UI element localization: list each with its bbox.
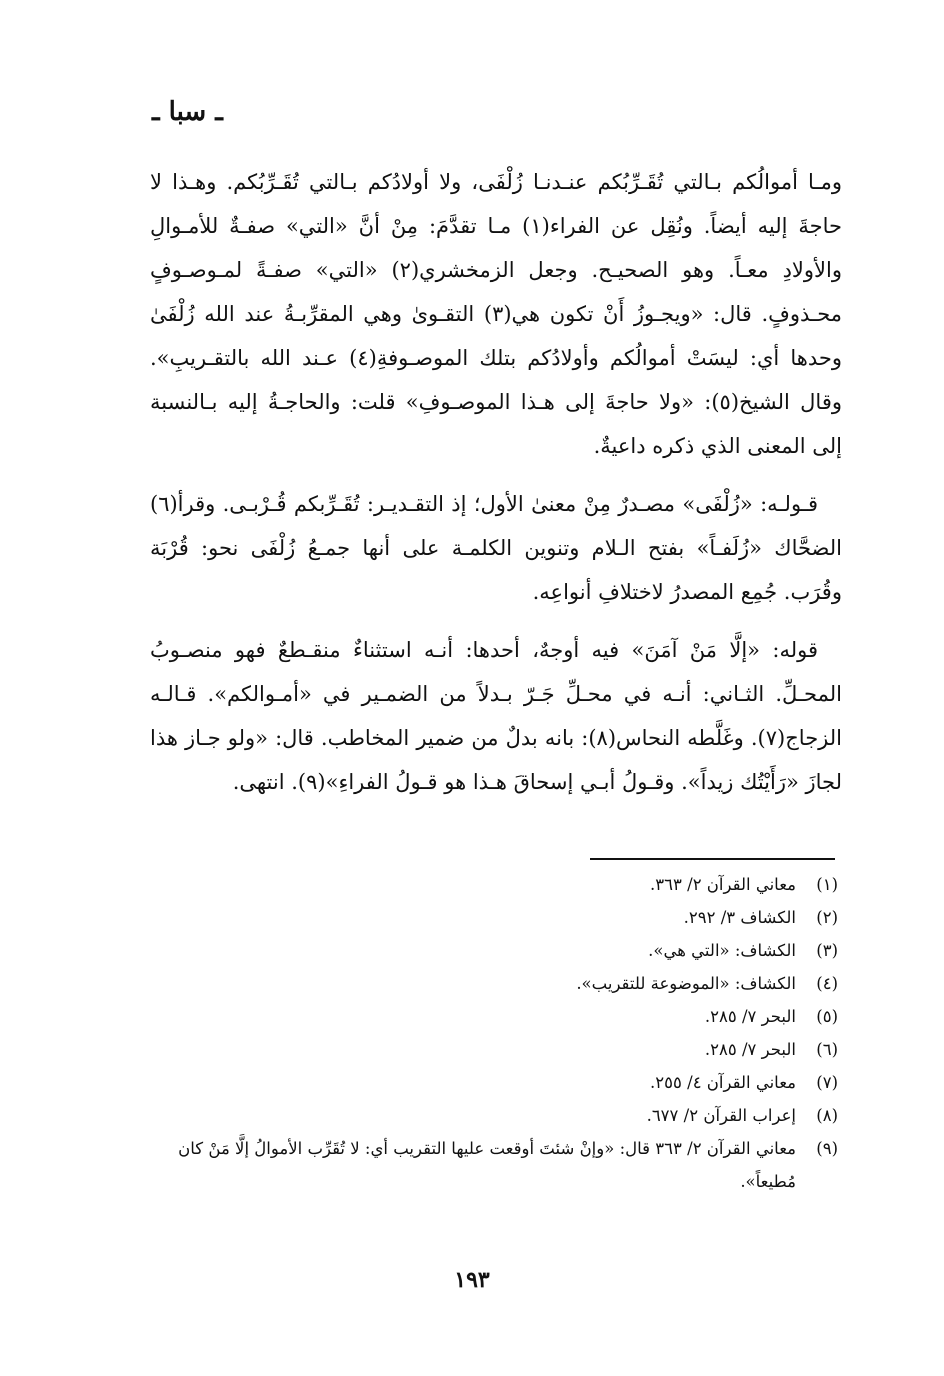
footnote [150, 1099, 842, 1132]
footnote-number: (٢) [816, 908, 838, 927]
footnote [150, 1000, 842, 1033]
footnote [150, 967, 842, 1000]
main-text [150, 160, 842, 818]
footnote [150, 1033, 842, 1066]
footnote-number: (١) [816, 875, 838, 894]
footnote [150, 1066, 842, 1099]
paragraph: قـولـه: «زُلْفَى» مصـدرٌ مِنْ معنىٰ الأول؛ إذ التقـديـر: تُقَـرِّبكم قُـرْبـى. وقرأ(٦) الضحَّاك «زُلَفـاً» بفتح الـلام وتنوين الكلمـة على أنها جمـعُ زُلْفَى نحو: قُرْبَة وقُرَب. جُمِع المصدرُ لاختلافِ أنواعِه. [150, 492, 842, 604]
footnote-separator [590, 858, 835, 860]
footnotes-list [150, 868, 842, 1198]
running-title: ـ سبا ـ [152, 97, 223, 127]
footnote-text: البحر ٧/ ٢٨٥. [704, 1007, 796, 1026]
footnote-number: (٦) [816, 1040, 838, 1059]
footnote-text: إعراب القرآن ٢/ ٦٧٧. [646, 1106, 796, 1125]
footnote [150, 901, 842, 934]
footnote [150, 934, 842, 967]
footnote-number: (٨) [816, 1106, 838, 1125]
footnote-text: الكشاف: «التي هي». [648, 941, 796, 960]
footnote-text: معاني القرآن ٢/ ٣٦٣. [650, 875, 796, 894]
footnote-number: (٤) [816, 974, 838, 993]
footnote-number: (٩) [816, 1139, 838, 1158]
footnote-text: البحر ٧/ ٢٨٥. [704, 1040, 796, 1059]
footnote-number: (٣) [816, 941, 838, 960]
page-number: ١٩٣ [454, 1267, 490, 1293]
footnote-text: معاني القرآن ٤/ ٢٥٥. [650, 1073, 796, 1092]
footnote-text: معاني القرآن ٢/ ٣٦٣ قال: «وإنْ شئتَ أوقعت عليها التقريب أي: لا تُقَرِّب الأموالُ إلَّا مَنْ كان مُطيعاً». [178, 1139, 796, 1191]
paragraph: ومـا أموالُكم بـالتي تُقَـرِّبُكم عنـدنـا زُلْفَى، ولا أولادُكم بـالتي تُقَـرِّبُكم. وهـذا لا حاجةَ إليه أيضاً. ونُقِل عن الفراء(١) مـا تقدَّمَ: مِنْ أنَّ «التي» صفـةٌ للأمـوالِ والأولادِ معـاً. وهو الصحيـح. وجعل الزمخشري(٢) «التي» صفـةً لمـوصـوفٍ محـذوفٍ. قال: «ويجـوزُ أَنْ تكون هي(٣) التقـوىٰ وهي المقرِّبـةُ عند الله زُلْفَىٰ وحدها أي: ليسَتْ أموالُكم وأولادُكم بتلك الموصـوفةِ(٤) عـند الله بالتقـريبِ». وقال الشيخ(٥): «ولا حاجةَ إلى هـذا الموصـوفِ» قلت: والحاجـةُ إليه بـالنسبة إلى المعنى الذي ذكره داعيةٌ. [150, 170, 843, 458]
footnote-text: الكشاف ٣/ ٢٩٢. [683, 908, 796, 927]
footnote-number: (٧) [816, 1073, 838, 1092]
footnote-number: (٥) [816, 1007, 838, 1026]
paragraph: قوله: «إلَّا مَنْ آمَنَ» فيه أوجهٌ، أحدها: أنـه استثناءٌ منقـطعٌ فهو منصـوبُ المحـلِّ. الثـاني: أنـه في محـلِّ جَـرّ بـدلاً من الضمـير في «أمـوالكم». قـالـه الزجاج(٧). وغَلَّطه النحاس(٨): بانه بدلٌ من ضمير المخاطب. قال: «ولو جـاز هذا لجازَ «رَأَيْتُك زيداً». وقـولُ أبـي إسحاقَ هـذا هو قـولُ الفراءِ»(٩). انتهى. [150, 638, 842, 794]
footnote [150, 868, 842, 901]
footnote-text: الكشاف: «الموضوعة للتقريب». [576, 974, 796, 993]
footnote [150, 1132, 842, 1198]
